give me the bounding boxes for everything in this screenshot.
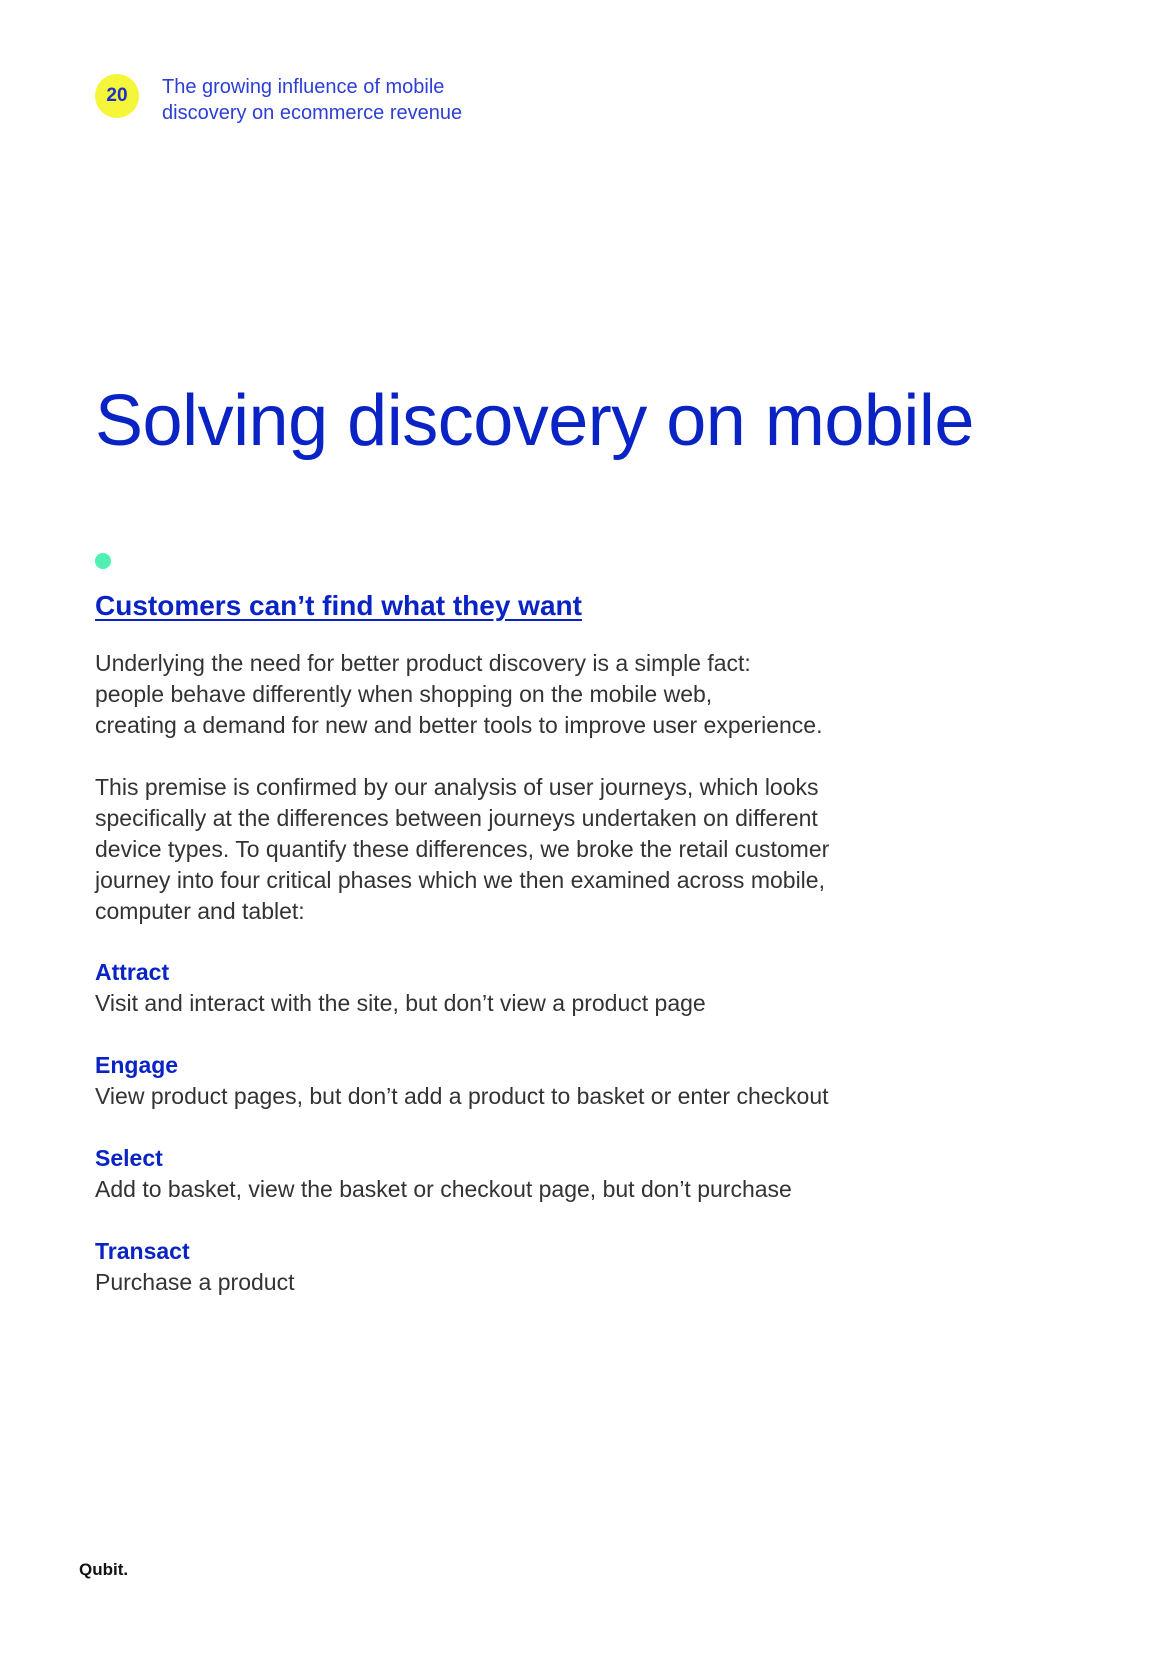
phase-name: Engage [95, 1052, 179, 1078]
paragraph-line: device types. To quantify these differences, we broke the retail customer [95, 836, 830, 862]
page-number: 20 [106, 85, 128, 106]
paragraph-line: computer and tablet: [95, 898, 305, 924]
phase-item-engage [95, 1050, 895, 1143]
phase-description: Add to basket, view the basket or checkout page, but don’t purchase [95, 1176, 792, 1202]
phase-item-select [95, 1143, 895, 1236]
running-header [162, 74, 562, 126]
phase-description: View product pages, but don’t add a product to basket or enter checkout [95, 1083, 829, 1109]
paragraph-line: creating a demand for new and better tools to improve user experience. [95, 712, 823, 738]
phase-description: Visit and interact with the site, but don’t view a product page [95, 990, 706, 1016]
qubit-logo: Qubit. [79, 1560, 129, 1579]
phase-name: Attract [95, 959, 170, 985]
page-title: Solving discovery on mobile [95, 381, 974, 461]
phase-item-transact [95, 1236, 895, 1329]
paragraph-line: Underlying the need for better product discovery is a simple fact: [95, 650, 751, 676]
running-header-line: discovery on ecommerce revenue [162, 102, 463, 124]
phase-name: Select [95, 1145, 163, 1171]
paragraph-line: This premise is confirmed by our analysis of user journeys, which looks [95, 774, 819, 800]
phase-description: Purchase a product [95, 1269, 295, 1295]
section-bullet-dot [95, 553, 111, 569]
page-number-badge [95, 74, 139, 118]
paragraph-line: journey into four critical phases which we then examined across mobile, [95, 867, 825, 893]
phase-list [95, 957, 895, 1329]
analysis-paragraph [95, 772, 875, 927]
running-header-line: The growing influence of mobile [162, 76, 445, 98]
paragraph-line: specifically at the differences between journeys undertaken on different [95, 805, 818, 831]
paragraph-line: people behave differently when shopping on the mobile web, [95, 681, 713, 707]
intro-paragraph [95, 648, 875, 741]
phase-name: Transact [95, 1238, 190, 1264]
section-heading: Customers can’t find what they want [95, 590, 582, 621]
phase-item-attract [95, 957, 895, 1050]
